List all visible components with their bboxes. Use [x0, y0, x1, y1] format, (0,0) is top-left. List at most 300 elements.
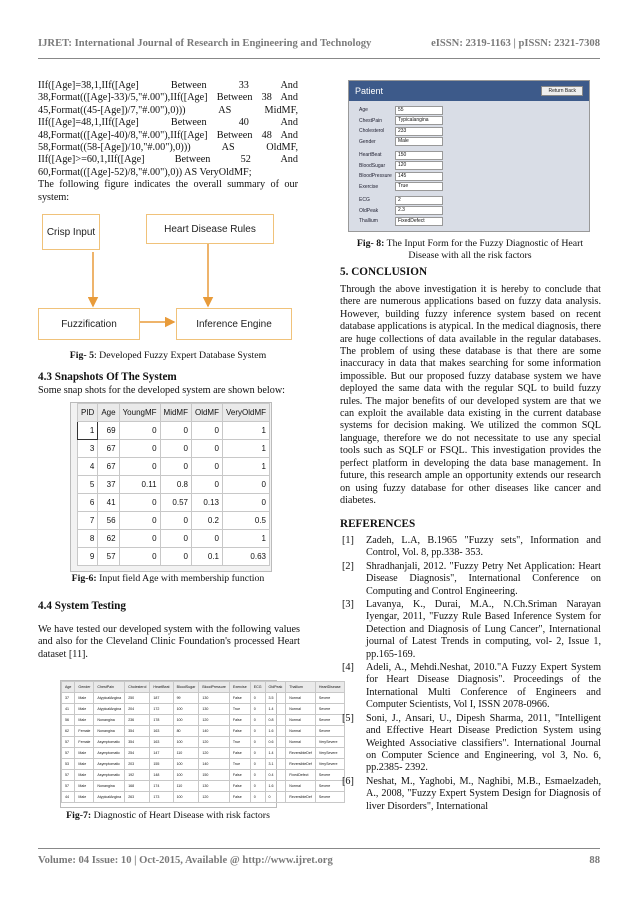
page-footer: [38, 855, 600, 866]
form-field-label: Cholesterol: [359, 128, 385, 135]
form-field-label: Exercise: [359, 183, 379, 190]
table7-cell: 100: [173, 770, 199, 781]
table6-cell: 0.5: [222, 512, 269, 530]
reference-number: [1]: [342, 535, 354, 546]
reference-text: Lavanya, K., Durai, M.A., N.Ch.Sriman Narayan Iyengar, 2011, "Fuzzy Rule Based Inference System for Detection and Diagnosis of Lung Cancer", International journal of Latest Trends in computing, vol- 2, Issue 1, pp.165-169.: [366, 599, 601, 660]
code-block: [38, 80, 298, 204]
form-field-row: [359, 116, 589, 127]
fig5-text: : Developed Fuzzy Expert Database System: [94, 350, 267, 361]
table-row: [78, 512, 270, 530]
table6-cell: 3: [78, 440, 98, 458]
table6-cell: 0: [191, 440, 222, 458]
table7-cell: 163: [150, 737, 173, 748]
table-row: [62, 704, 345, 715]
form-field-input[interactable]: 2: [395, 196, 443, 205]
summary-text: The following figure indicates the overall summary of our system:: [38, 179, 298, 203]
table6-cell: 0: [160, 422, 191, 440]
form-field-label: BloodPressure: [359, 173, 392, 180]
table7-cell: 57: [62, 748, 75, 759]
code-line: IIf([Age]=48,1,IIf([Age] Between 40 And: [38, 117, 298, 129]
table-row: [78, 422, 270, 440]
table7-header: Cholesterol: [125, 682, 150, 693]
table7-cell: Nonangina: [94, 726, 125, 737]
table7-cell: 120: [199, 748, 230, 759]
table7-cell: 140: [199, 726, 230, 737]
table6-cell: 67: [98, 458, 119, 476]
table7-cell: Normal: [286, 737, 316, 748]
table7-cell: Normal: [286, 781, 316, 792]
code-line: IIf([Age]=38,1,IIf([Age] Between 33 And: [38, 80, 298, 91]
form-field-input[interactable]: 233: [395, 127, 443, 136]
table6-cell: 0.11: [119, 476, 160, 494]
reference-text: Soni, J., Ansari, U., Dipesh Sharma, 2011, "Intelligent and Effective Heart Disease Prediction System using Weighted Associative classifiers". International Journal on Computer Science and Engineering, vol 3, No. 6, pp.2385- 2392.: [366, 712, 601, 774]
fig5-label: Fig- 5: [69, 350, 94, 361]
table7-cell: 263: [125, 792, 150, 803]
table7-header: Thallium: [286, 682, 316, 693]
table7-cell: Male: [75, 693, 94, 704]
table7-cell: 1.4: [265, 748, 286, 759]
table7-cell: Male: [75, 770, 94, 781]
table7-cell: Male: [75, 715, 94, 726]
fig7-table-screenshot: [60, 680, 341, 808]
table6-cell: 0: [119, 440, 160, 458]
table7-cell: 110: [173, 748, 199, 759]
header-rule: [38, 58, 600, 59]
table6-cell: 5: [78, 476, 98, 494]
table6-cell: 6: [78, 494, 98, 512]
table7-cell: Female: [75, 726, 94, 737]
table-row: [78, 458, 270, 476]
table7-cell: 1.6: [265, 726, 286, 737]
table7-cell: 0: [250, 693, 265, 704]
reference-number: [2]: [342, 560, 354, 572]
reference-text: Neshat, M., Yaghobi, M., Naghibi, M.B., Esmaelzadeh, A., 2008, "Fuzzy Expert System Design for Diagnosis of liver Disorders", International: [366, 775, 601, 812]
table7-cell: Normal: [286, 715, 316, 726]
form-field-input[interactable]: 120: [395, 161, 443, 170]
form-field-input[interactable]: True: [395, 182, 443, 191]
table6-cell: 9: [78, 548, 98, 566]
reference-text: Adeli, A., Mehdi.Neshat, 2010."A Fuzzy Expert System for Heart Disease Diagnosis". Proceedings of the International Multi Conference of Engineers and Computer Scientists, Vol I, ISSN 2078-0966.: [366, 662, 601, 711]
table6-cell: 0: [160, 548, 191, 566]
table7-header: ChestPain: [94, 682, 125, 693]
table7-cell: 100: [173, 759, 199, 770]
code-line: 58,Format((58-[Age])/10,"#.00"),0))) AS OldMF,: [38, 142, 298, 154]
fig7-text: Diagnostic of Heart Disease with risk factors: [91, 810, 270, 821]
heart-disease-rules-box: Heart Disease Rules: [146, 214, 274, 244]
fig7-caption: [38, 810, 298, 822]
table6-cell: 0: [119, 494, 160, 512]
table7-cell: Severe: [315, 726, 344, 737]
inference-engine-box: Inference Engine: [176, 308, 292, 340]
journal-title: IJRET: International Journal of Research in Engineering and Technology: [38, 38, 372, 49]
table7-cell: 130: [199, 704, 230, 715]
table7-cell: Male: [75, 704, 94, 715]
table6-cell: 0: [119, 422, 160, 440]
table7-cell: Normal: [286, 704, 316, 715]
table6-cell: 0.63: [222, 548, 269, 566]
table7-cell: AtypicalAngina: [94, 693, 125, 704]
form-field-label: Gender: [359, 138, 376, 145]
issn: eISSN: 2319-1163 | pISSN: 2321-7308: [431, 38, 600, 49]
table-row: [78, 548, 270, 566]
table7-cell: False: [229, 693, 250, 704]
table7-cell: 178: [150, 715, 173, 726]
table7-header: BloodSugar: [173, 682, 199, 693]
table-row: [78, 476, 270, 494]
table7-cell: 192: [125, 770, 150, 781]
table7-cell: Asymptomatic: [94, 759, 125, 770]
table7-cell: True: [229, 759, 250, 770]
table7-cell: ReversibleDef: [286, 748, 316, 759]
table6-cell: 1: [222, 458, 269, 476]
fig8-caption: [340, 238, 600, 262]
table6-cell: 41: [98, 494, 119, 512]
table7-cell: Asymptomatic: [94, 737, 125, 748]
table6-cell: 0.1: [191, 548, 222, 566]
table-row: [78, 440, 270, 458]
table7-cell: False: [229, 781, 250, 792]
table-row: [62, 693, 345, 704]
table6-cell: 57: [98, 548, 119, 566]
form-field-input[interactable]: 145: [395, 172, 443, 181]
form-field-row: [359, 195, 589, 206]
page-number: 88: [589, 855, 600, 866]
fig8-label: Fig- 8:: [356, 238, 385, 249]
table7-cell: Asymptomatic: [94, 748, 125, 759]
form-field-row: [359, 171, 589, 182]
table7-cell: Male: [75, 759, 94, 770]
form-title: Patient: [355, 86, 384, 96]
table6-cell: 4: [78, 458, 98, 476]
list-item: [342, 535, 601, 560]
form-field-input[interactable]: FixedDefect: [395, 217, 443, 226]
table7-cell: 250: [125, 693, 150, 704]
form-field-label: HeartBeat: [359, 152, 382, 159]
table7-cell: 0.8: [265, 715, 286, 726]
table6-cell: 0: [191, 476, 222, 494]
table7-cell: 56: [62, 715, 75, 726]
table7-cell: 204: [125, 704, 150, 715]
table7-header: OldPeak: [265, 682, 286, 693]
table6-cell: 0: [191, 422, 222, 440]
table7-cell: 0: [250, 737, 265, 748]
list-item: [342, 561, 601, 598]
form-field-row: [359, 137, 589, 148]
form-field-input[interactable]: 2.3: [395, 206, 443, 215]
table7-cell: 150: [199, 770, 230, 781]
table7-cell: 130: [199, 781, 230, 792]
table7-cell: 0: [250, 759, 265, 770]
reference-text: Zadeh, L.A, B.1965 "Fuzzy sets", Information and Control, Vol. 8, pp.338- 353.: [366, 535, 601, 559]
list-item: [342, 713, 601, 775]
table7-cell: 354: [125, 726, 150, 737]
form-field-input[interactable]: Male: [395, 137, 443, 146]
table6-cell: 0: [160, 530, 191, 548]
table6-cell: 56: [98, 512, 119, 530]
table-row: [62, 770, 345, 781]
table7-header: HeartDisease: [315, 682, 344, 693]
form-field-row: [359, 206, 589, 217]
table7-cell: 53: [62, 759, 75, 770]
table-row: [78, 530, 270, 548]
form-field-label: Age: [359, 107, 368, 114]
table7-cell: 148: [150, 770, 173, 781]
table6-cell: 37: [98, 476, 119, 494]
form-field-row: [359, 216, 589, 227]
table6-header: MidMF: [160, 404, 191, 422]
table7-cell: 80: [173, 726, 199, 737]
form-field-input[interactable]: Typicalangina: [395, 116, 443, 125]
table7-cell: 3.5: [265, 693, 286, 704]
table7-cell: 163: [150, 726, 173, 737]
table7-cell: ReversibleDef: [286, 759, 316, 770]
table7-cell: 3.1: [265, 759, 286, 770]
fig8-line1: The Input Form for the Fuzzy Diagnostic of Heart: [384, 238, 584, 249]
table6-cell: 0: [160, 440, 191, 458]
reference-number: [6]: [342, 775, 354, 787]
table7-cell: 44: [62, 792, 75, 803]
table7-cell: 0: [250, 748, 265, 759]
table7-cell: 100: [173, 792, 199, 803]
table7-cell: 62: [62, 726, 75, 737]
form-field-label: ChestPain: [359, 117, 383, 124]
table-row: [78, 494, 270, 512]
table6-cell: 0: [119, 530, 160, 548]
table-row: [62, 737, 345, 748]
table7-cell: VerySevere: [315, 737, 344, 748]
table7-cell: 0.6: [265, 737, 286, 748]
form-field-row: [359, 150, 589, 161]
table6-header: PID: [78, 404, 98, 422]
reference-number: [3]: [342, 599, 354, 611]
table7-cell: True: [229, 737, 250, 748]
section-4-3-text: Some snap shots for the developed system are shown below:: [38, 385, 286, 396]
table6-cell: 1: [222, 530, 269, 548]
table7-cell: Severe: [315, 792, 344, 803]
table7-cell: Female: [75, 737, 94, 748]
table7-cell: 110: [173, 781, 199, 792]
table6-header: VeryOldMF: [222, 404, 269, 422]
table7-cell: 203: [125, 759, 150, 770]
table6-cell: 0: [160, 458, 191, 476]
table7-cell: Nonangina: [94, 781, 125, 792]
conclusion-text: Through the above investigation it is hereby to conclude that there are numerous applications based on fuzzy data analysis. However, building fuzzy inference system based on recent database applications is atypical. In the medical diagnosis, there are huge collections of data available in the regular databases. The problem of using these database is that there are some inaccuracy in data that makes searching for some information impossible. But our proposed fuzzy database system we have deployed the same data with the regular SQL to build fuzzy rules. The major benefits of our developed system are that we can exploit the available data existing in the current database systems for decision making. We utilized the common SQL language, therefore we do not necessitate to use any special tools such as SQLF or FSQL. This investigation provides the perfect platform in developing the data base management. In future, this research ample an opportunity extends our research on using fuzzy database for other diseases like cancer and diabetes.: [340, 284, 601, 506]
table7-cell: ReversibleDef: [286, 792, 316, 803]
table7-cell: Severe: [315, 693, 344, 704]
table6-cell: 67: [98, 440, 119, 458]
form-field-input[interactable]: 150: [395, 151, 443, 160]
section-4-4-title: 4.4 System Testing: [38, 600, 126, 612]
table6-cell: 0.13: [191, 494, 222, 512]
fig5-caption: [38, 350, 298, 362]
table-row: [62, 759, 345, 770]
table6-cell: 0: [222, 494, 269, 512]
table7-cell: Severe: [315, 715, 344, 726]
table7-cell: 100: [173, 715, 199, 726]
fig6-table-screenshot: [70, 402, 272, 572]
fig6-text: Input field Age with membership function: [96, 573, 265, 584]
fig8-line2: Disease with all the risk factors: [408, 250, 532, 261]
table7-cell: 37: [62, 693, 75, 704]
table7-cell: 168: [125, 781, 150, 792]
code-line: 48,Format(([Age]-40)/8,"#.00"),IIf([Age] Between 48 And: [38, 129, 298, 141]
table7-cell: False: [229, 792, 250, 803]
table7-cell: Normal: [286, 726, 316, 737]
table7-cell: Normal: [286, 693, 316, 704]
table-row: [62, 715, 345, 726]
table6-cell: 0: [222, 476, 269, 494]
return-back-button[interactable]: Return Back: [541, 86, 583, 96]
table7-cell: Severe: [315, 770, 344, 781]
table7-header: HeartBeat: [150, 682, 173, 693]
table6-header: Age: [98, 404, 119, 422]
table7-cell: 174: [150, 781, 173, 792]
table7-cell: 1.6: [265, 781, 286, 792]
table7-cell: 0.4: [265, 770, 286, 781]
table7-cell: Asymptomatic: [94, 770, 125, 781]
table7-cell: Male: [75, 748, 94, 759]
table7-cell: 57: [62, 781, 75, 792]
crisp-input-box: Crisp Input: [42, 214, 100, 250]
table6-cell: 0: [119, 458, 160, 476]
table6-cell: 0: [160, 512, 191, 530]
table7-cell: 147: [150, 748, 173, 759]
table7-header: ECG: [250, 682, 265, 693]
form-fields: [349, 101, 589, 227]
reference-number: [4]: [342, 662, 354, 674]
table7-cell: 172: [150, 704, 173, 715]
table7-cell: 120: [199, 715, 230, 726]
table6-cell: 0: [191, 530, 222, 548]
form-titlebar: [349, 81, 589, 101]
table-row: [62, 748, 345, 759]
table7-cell: 41: [62, 704, 75, 715]
table6-cell: 8: [78, 530, 98, 548]
table7-cell: False: [229, 726, 250, 737]
conclusion-title: 5. CONCLUSION: [340, 266, 428, 278]
table6-cell: 1: [78, 422, 98, 440]
code-line: 38,Format(([Age]-33)/5,"#.00"),IIf([Age] Between 38 And: [38, 92, 298, 104]
table7-header: BloodPressure: [199, 682, 230, 693]
table6-cell: 1: [222, 440, 269, 458]
form-field-input[interactable]: 55: [395, 106, 443, 115]
table7-cell: False: [229, 770, 250, 781]
reference-number: [5]: [342, 712, 354, 724]
table7-cell: False: [229, 715, 250, 726]
table6-header: YoungMF: [119, 404, 160, 422]
table7-cell: FixedDefect: [286, 770, 316, 781]
table7-header: Gender: [75, 682, 94, 693]
table7-cell: 0: [250, 781, 265, 792]
table7-cell: AtypicalAngina: [94, 704, 125, 715]
table-row: [62, 726, 345, 737]
table6-cell: 7: [78, 512, 98, 530]
code-line: IIf([Age]>=60,1,IIf([Age] Between 52 And: [38, 154, 298, 166]
table7-cell: 0: [250, 704, 265, 715]
page-header: [38, 38, 600, 49]
table7-cell: AtypicalAngina: [94, 792, 125, 803]
table6-cell: 1: [222, 422, 269, 440]
list-item: [342, 776, 601, 813]
form-field-label: OldPeak: [359, 207, 379, 214]
table-row: [62, 781, 345, 792]
table7-cell: 0: [265, 792, 286, 803]
table7-cell: VerySevere: [315, 748, 344, 759]
table7-cell: Severe: [315, 704, 344, 715]
footer-rule: [38, 848, 600, 849]
table6-cell: 0.57: [160, 494, 191, 512]
diagnostic-table: [61, 681, 345, 803]
table7-cell: 100: [173, 737, 199, 748]
table6-cell: 69: [98, 422, 119, 440]
reference-list: [342, 535, 601, 814]
fig6-label: Fig-6:: [71, 573, 97, 584]
table7-cell: 130: [199, 693, 230, 704]
footer-volume: Volume: 04 Issue: 10 | Oct-2015, Available @ http://www.ijret.org: [38, 855, 333, 866]
table7-header: Age: [62, 682, 75, 693]
fig7-label: Fig-7:: [66, 810, 92, 821]
table7-cell: 0: [250, 726, 265, 737]
form-field-label: BloodSugar: [359, 162, 386, 169]
fuzzy-system-diagram: [38, 210, 298, 348]
table7-cell: Nonangina: [94, 715, 125, 726]
references-title: REFERENCES: [340, 518, 416, 530]
table7-cell: 173: [150, 792, 173, 803]
code-last-line: 60,Format(([Age]-52)/8,"#.00"),0)) AS VeryOldMF;: [38, 166, 252, 178]
form-field-row: [359, 182, 589, 193]
table6-cell: 0: [191, 458, 222, 476]
table7-cell: VerySevere: [315, 759, 344, 770]
table7-cell: 120: [199, 737, 230, 748]
table7-cell: 100: [173, 704, 199, 715]
section-4-3-title: 4.3 Snapshots Of The System: [38, 371, 177, 383]
table7-cell: 0: [250, 792, 265, 803]
fig6-caption: [38, 573, 298, 585]
reference-text: Shradhanjali, 2012. "Fuzzy Petry Net Application: Heart Disease Diagnosis", International Conference on Computing and Control Engineering.: [366, 560, 601, 597]
form-field-row: [359, 126, 589, 137]
table7-cell: 57: [62, 770, 75, 781]
table6-cell: 0.2: [191, 512, 222, 530]
membership-table: [77, 403, 270, 566]
table6-cell: 0.8: [160, 476, 191, 494]
table7-cell: 354: [125, 737, 150, 748]
table7-cell: 99: [173, 693, 199, 704]
fuzzification-box: Fuzzification: [38, 308, 140, 340]
table7-cell: 57: [62, 737, 75, 748]
list-item: [342, 662, 601, 712]
table7-cell: 140: [199, 759, 230, 770]
table7-cell: 0: [250, 770, 265, 781]
table7-cell: Male: [75, 792, 94, 803]
table6-cell: 0: [119, 512, 160, 530]
table6-cell: 0: [119, 548, 160, 566]
code-line: 45,Format((45-[Age])/7,"#.00"),0))) AS MidMF,: [38, 104, 298, 116]
table7-cell: 254: [125, 748, 150, 759]
table7-cell: 187: [150, 693, 173, 704]
table7-cell: Severe: [315, 781, 344, 792]
table7-cell: 0: [250, 715, 265, 726]
patient-form-screenshot: [348, 80, 590, 232]
form-field-label: ECG: [359, 197, 370, 204]
table6-header: OldMF: [191, 404, 222, 422]
form-field-row: [359, 105, 589, 116]
section-4-4-text: We have tested our developed system with the following values and also for the Cleveland Clinic Foundation's processed Heart dataset [11].: [38, 624, 300, 660]
table7-cell: False: [229, 748, 250, 759]
table-row: [62, 792, 345, 803]
table7-cell: 155: [150, 759, 173, 770]
table7-cell: 236: [125, 715, 150, 726]
form-field-label: Thallium: [359, 218, 378, 225]
